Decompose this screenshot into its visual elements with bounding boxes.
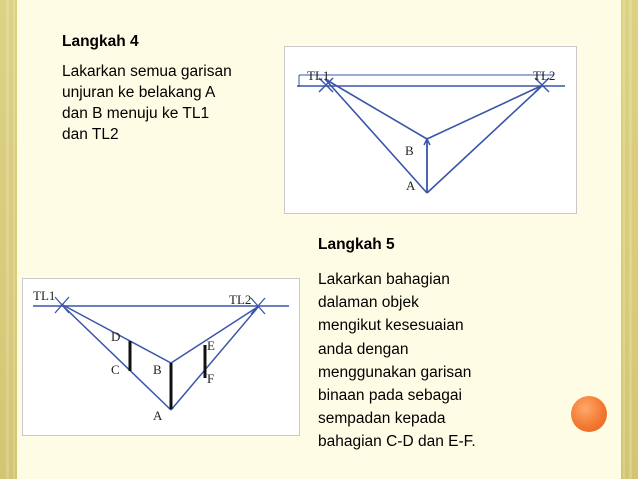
bottom-tl2-label: TL2 (229, 292, 252, 307)
step5-body: Lakarkan bahagian dalaman objek mengikut kesesuaian anda dengan menggunakan garisan binaan pada sebagai sempadan kepada bahagian C-D dan E-F. (318, 271, 476, 451)
left-stripe-inner (13, 0, 15, 479)
top-point-a: A (406, 178, 416, 193)
bottom-point-e: E (207, 338, 215, 353)
diagram-step5 (22, 278, 300, 436)
bottom-line-tl2-b (171, 306, 259, 363)
bottom-tl1-label: TL1 (33, 288, 56, 303)
bottom-point-a: A (153, 408, 163, 423)
step5-heading: Langkah 5 (318, 236, 395, 253)
bottom-point-d: D (111, 329, 121, 344)
top-tl2-label: TL2 (533, 68, 556, 83)
line-tl1-a (325, 79, 427, 193)
bottom-line-tl2-a (171, 306, 259, 410)
top-tl1-label: TL1 (307, 68, 330, 83)
right-stripe (629, 0, 632, 479)
bottom-point-c: C (111, 362, 120, 377)
bottom-point-f: F (207, 371, 215, 386)
step4-heading: Langkah 4 (62, 33, 139, 50)
diagram-step5-svg (23, 279, 299, 435)
diagram-step4 (284, 46, 577, 214)
line-tl1-b (325, 79, 427, 139)
right-stripe-inner (623, 0, 625, 479)
line-tl2-b (427, 85, 543, 139)
top-point-b: B (405, 143, 414, 158)
accent-circle (571, 396, 607, 432)
bottom-point-b: B (153, 362, 162, 377)
diagram-step4-svg (285, 47, 576, 213)
left-stripe (6, 0, 9, 479)
line-tl2-a (427, 85, 543, 193)
bottom-line-tl1-a (61, 304, 171, 410)
step4-body: Lakarkan semua garisan unjuran ke belakang A dan B menuju ke TL1 dan TL2 (62, 63, 232, 143)
